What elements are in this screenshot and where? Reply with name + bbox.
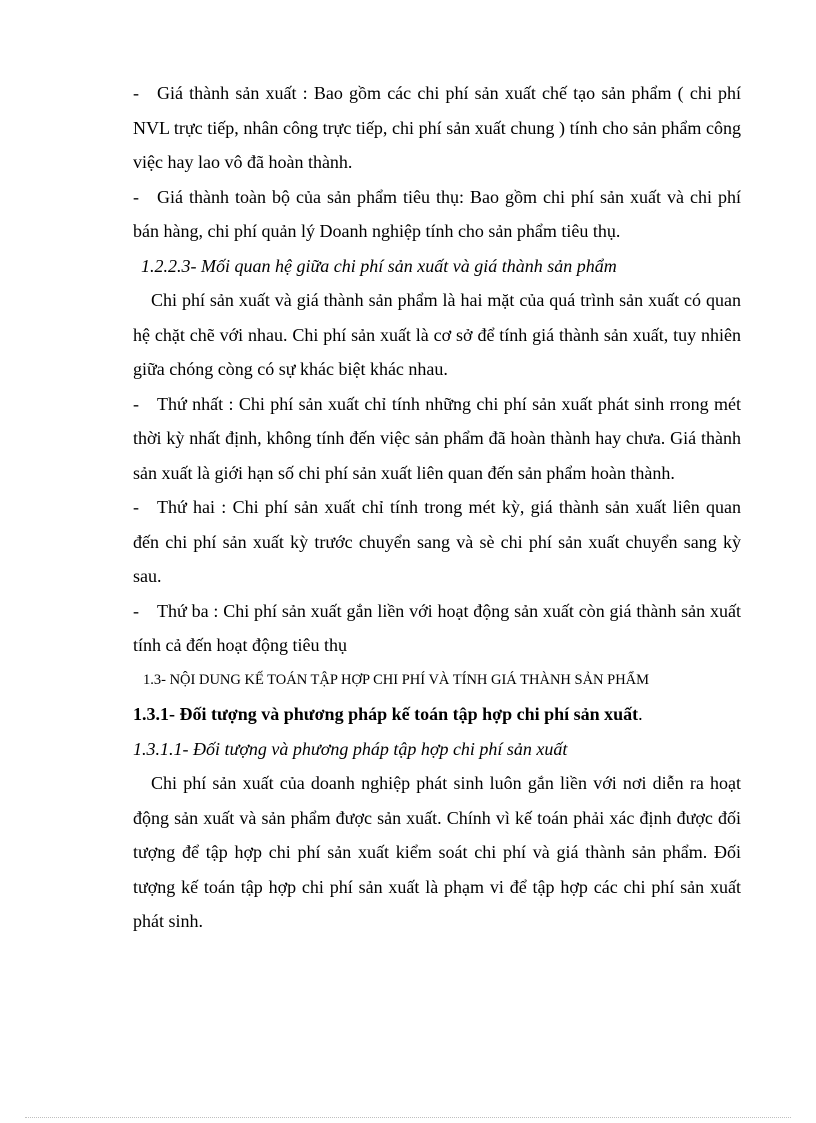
page-bottom-divider	[25, 1117, 791, 1118]
bullet-paragraph-thu-ba	[133, 594, 741, 663]
section-heading-1-3-1-1: 1.3.1.1- Đối tượng và phương pháp tập hợp chi phí sản xuất	[133, 738, 568, 759]
bullet-marker: -	[133, 393, 139, 414]
paragraph-text: Thứ ba : Chi phí sản xuất gắn liền với hoạt động sản xuất còn giá thành sản xuất tính cả đến hoạt động tiêu thụ	[133, 600, 741, 655]
bullet-marker: -	[133, 497, 139, 517]
page-body	[133, 76, 741, 939]
section-heading-1-2-2-3: 1.2.2.3- Mối quan hệ giữa chi phí sản xuất và giá thành sản phẩm	[141, 255, 617, 276]
paragraph-text: Giá thành sản xuất : Bao gồm các chi phí sản xuất chế tạo sản phẩm ( chi phí NVL trực tiếp, nhân công trực tiếp, chi phí sản xuất chung ) tính cho sản phẩm công việc hay lao vô đã hoàn thành.	[133, 83, 741, 172]
paragraph-text: Giá thành toàn bộ của sản phẩm tiêu thụ: Bao gồm chi phí sản xuất và chi phí bán hàng, chi phí quản lý Doanh nghiệp tính cho sản phẩm tiêu thụ.	[133, 186, 741, 241]
section-heading-1-3-1	[133, 697, 741, 732]
paragraph-quan-he: Chi phí sản xuất và giá thành sản phẩm là hai mặt của quá trình sản xuất có quan hệ chặt chẽ với nhau. Chi phí sản xuất là cơ sở để tính giá thành sản xuất, tuy nhiên giữa chóng còng có sự khác biệt khác nhau.	[133, 290, 741, 379]
bullet-marker: -	[133, 600, 139, 621]
bullet-paragraph-gia-thanh-san-xuat	[133, 76, 741, 180]
heading-period: .	[638, 704, 643, 724]
section-heading-1-3: 1.3- NỘI DUNG KẾ TOÁN TẬP HỢP CHI PHÍ VÀ TÍNH GIÁ THÀNH SẢN PHẨM	[143, 671, 650, 688]
bullet-marker: -	[133, 83, 139, 103]
paragraph-doi-tuong: Chi phí sản xuất của doanh nghiệp phát sinh luôn gắn liền với nơi diễn ra hoạt động sản xuất và sản phẩm được sản xuất. Chính vì kế toán phải xác định được đối tượng để tập hợp chi phí sản xuất kiểm soát chi phí và giá thành sản phẩm. Đối tượng kế toán tập hợp chi phí sản xuất là phạm vi để tập hợp các chi phí sản xuất phát sinh.	[133, 773, 741, 931]
bullet-paragraph-gia-thanh-toan-bo	[133, 180, 741, 249]
heading-text: 1.3.1- Đối tượng và phương pháp kế toán tập hợp chi phí sản xuất	[133, 704, 639, 724]
bullet-paragraph-thu-nhat	[133, 387, 741, 491]
paragraph-text: Thứ nhất : Chi phí sản xuất chỉ tính những chi phí sản xuất phát sinh rrong mét thời kỳ nhất định, không tính đến việc sản phẩm đã hoàn thành hay chưa. Giá thành sản xuất là giới hạn số chi phí sản xuất liên quan đến sản phẩm hoàn thành.	[133, 393, 741, 483]
paragraph-text: Thứ hai : Chi phí sản xuất chỉ tính trong mét kỳ, giá thành sản xuất liên quan đến chi phí sản xuất kỳ trước chuyển sang và sè chi phí sản xuất chuyển sang kỳ sau.	[133, 497, 741, 586]
bullet-marker: -	[133, 186, 139, 207]
bullet-paragraph-thu-hai	[133, 490, 741, 594]
